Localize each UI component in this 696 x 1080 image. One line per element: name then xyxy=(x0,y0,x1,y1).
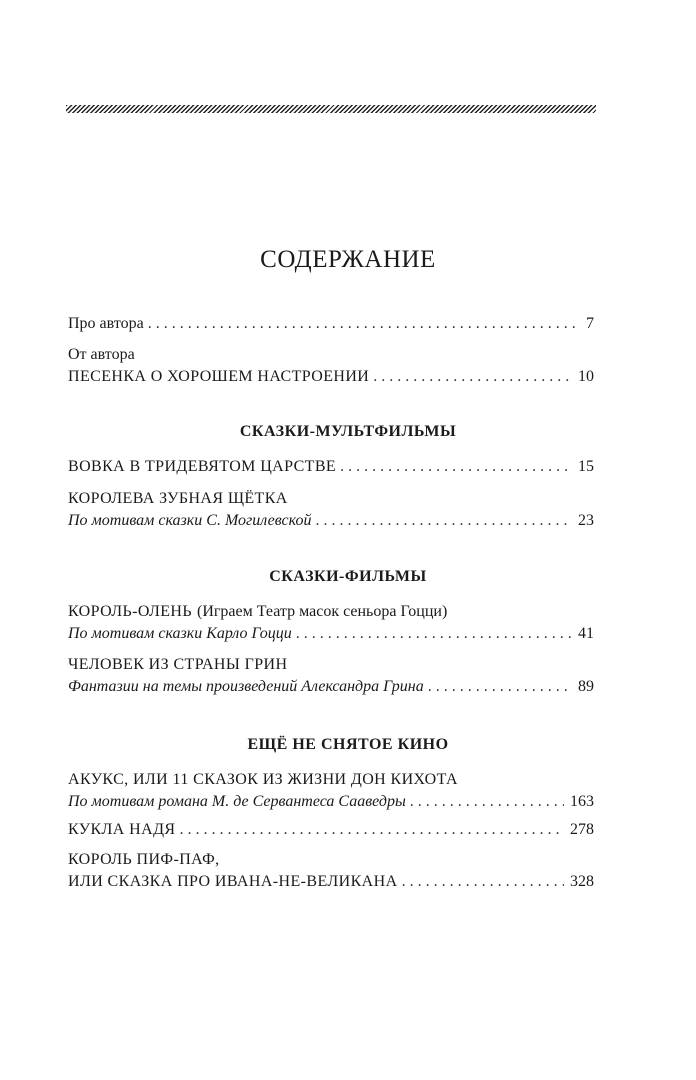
toc-entry[interactable] xyxy=(68,344,594,388)
dot-leader xyxy=(148,313,580,335)
entry-page: 278 xyxy=(570,821,594,838)
entry-title: ПЕСЕНКА О ХОРОШЕМ НАСТРОЕНИИ xyxy=(68,368,370,385)
toc-entry[interactable] xyxy=(68,601,594,645)
dot-leader xyxy=(428,676,572,698)
entry-title: КОРОЛЕВА ЗУБНАЯ ЩЁТКА xyxy=(68,490,288,507)
entry-title: КУКЛА НАДЯ xyxy=(68,821,176,838)
entry-subtitle: По мотивам сказки Карло Гоцци xyxy=(68,625,292,642)
section-heading: СКАЗКИ-МУЛЬТФИЛЬМЫ xyxy=(239,423,457,440)
entry-page: 15 xyxy=(578,458,594,475)
page-title: СОДЕРЖАНИЕ xyxy=(260,246,436,273)
toc-entry[interactable] xyxy=(68,313,594,335)
entry-page: 328 xyxy=(570,873,594,890)
toc-entry[interactable] xyxy=(68,819,594,841)
entry-title-note: (Играем Театр масок сеньора Гоцци) xyxy=(196,603,448,620)
dot-leader xyxy=(402,871,564,893)
dot-leader xyxy=(296,623,572,645)
entry-subtitle: По мотивам сказки С. Могилевской xyxy=(68,512,312,529)
entry-page: 163 xyxy=(570,793,594,810)
entry-title: ВОВКА В ТРИДЕВЯТОМ ЦАРСТВЕ xyxy=(68,458,337,475)
entry-title: От автора xyxy=(68,346,135,363)
toc-entry[interactable] xyxy=(68,849,594,893)
section-heading: СКАЗКИ-ФИЛЬМЫ xyxy=(269,568,427,585)
entry-subtitle: По мотивам романа М. де Сервантеса Сааведры xyxy=(68,793,406,810)
entry-title-line2: ИЛИ СКАЗКА ПРО ИВАНА-НЕ-ВЕЛИКАНА xyxy=(68,873,398,890)
dot-leader xyxy=(373,366,572,388)
decorative-rule xyxy=(66,105,596,113)
entry-page: 23 xyxy=(578,512,594,529)
entry-title: ЧЕЛОВЕК ИЗ СТРАНЫ ГРИН xyxy=(68,656,288,673)
entry-title: КОРОЛЬ-ОЛЕНЬ xyxy=(68,603,192,620)
toc-entry[interactable] xyxy=(68,769,594,813)
dot-leader xyxy=(315,510,572,532)
entry-page: 7 xyxy=(586,315,594,332)
entry-subtitle: Фантазии на темы произведений Александра Грина xyxy=(68,678,424,695)
entry-title: КОРОЛЬ ПИФ-ПАФ, xyxy=(68,851,220,868)
toc-entry[interactable] xyxy=(68,456,594,478)
dot-leader xyxy=(410,791,564,813)
entry-title: АКУКС, ИЛИ 11 СКАЗОК ИЗ ЖИЗНИ ДОН КИХОТА xyxy=(68,771,458,788)
dot-leader xyxy=(340,456,572,478)
entry-title: Про автора xyxy=(68,315,144,332)
toc-entry[interactable] xyxy=(68,488,594,532)
dot-leader xyxy=(179,819,564,841)
section-heading: ЕЩЁ НЕ СНЯТОЕ КИНО xyxy=(247,736,449,753)
toc-entry[interactable] xyxy=(68,654,594,698)
entry-page: 41 xyxy=(578,625,594,642)
entry-page: 89 xyxy=(578,678,594,695)
entry-page: 10 xyxy=(578,368,594,385)
